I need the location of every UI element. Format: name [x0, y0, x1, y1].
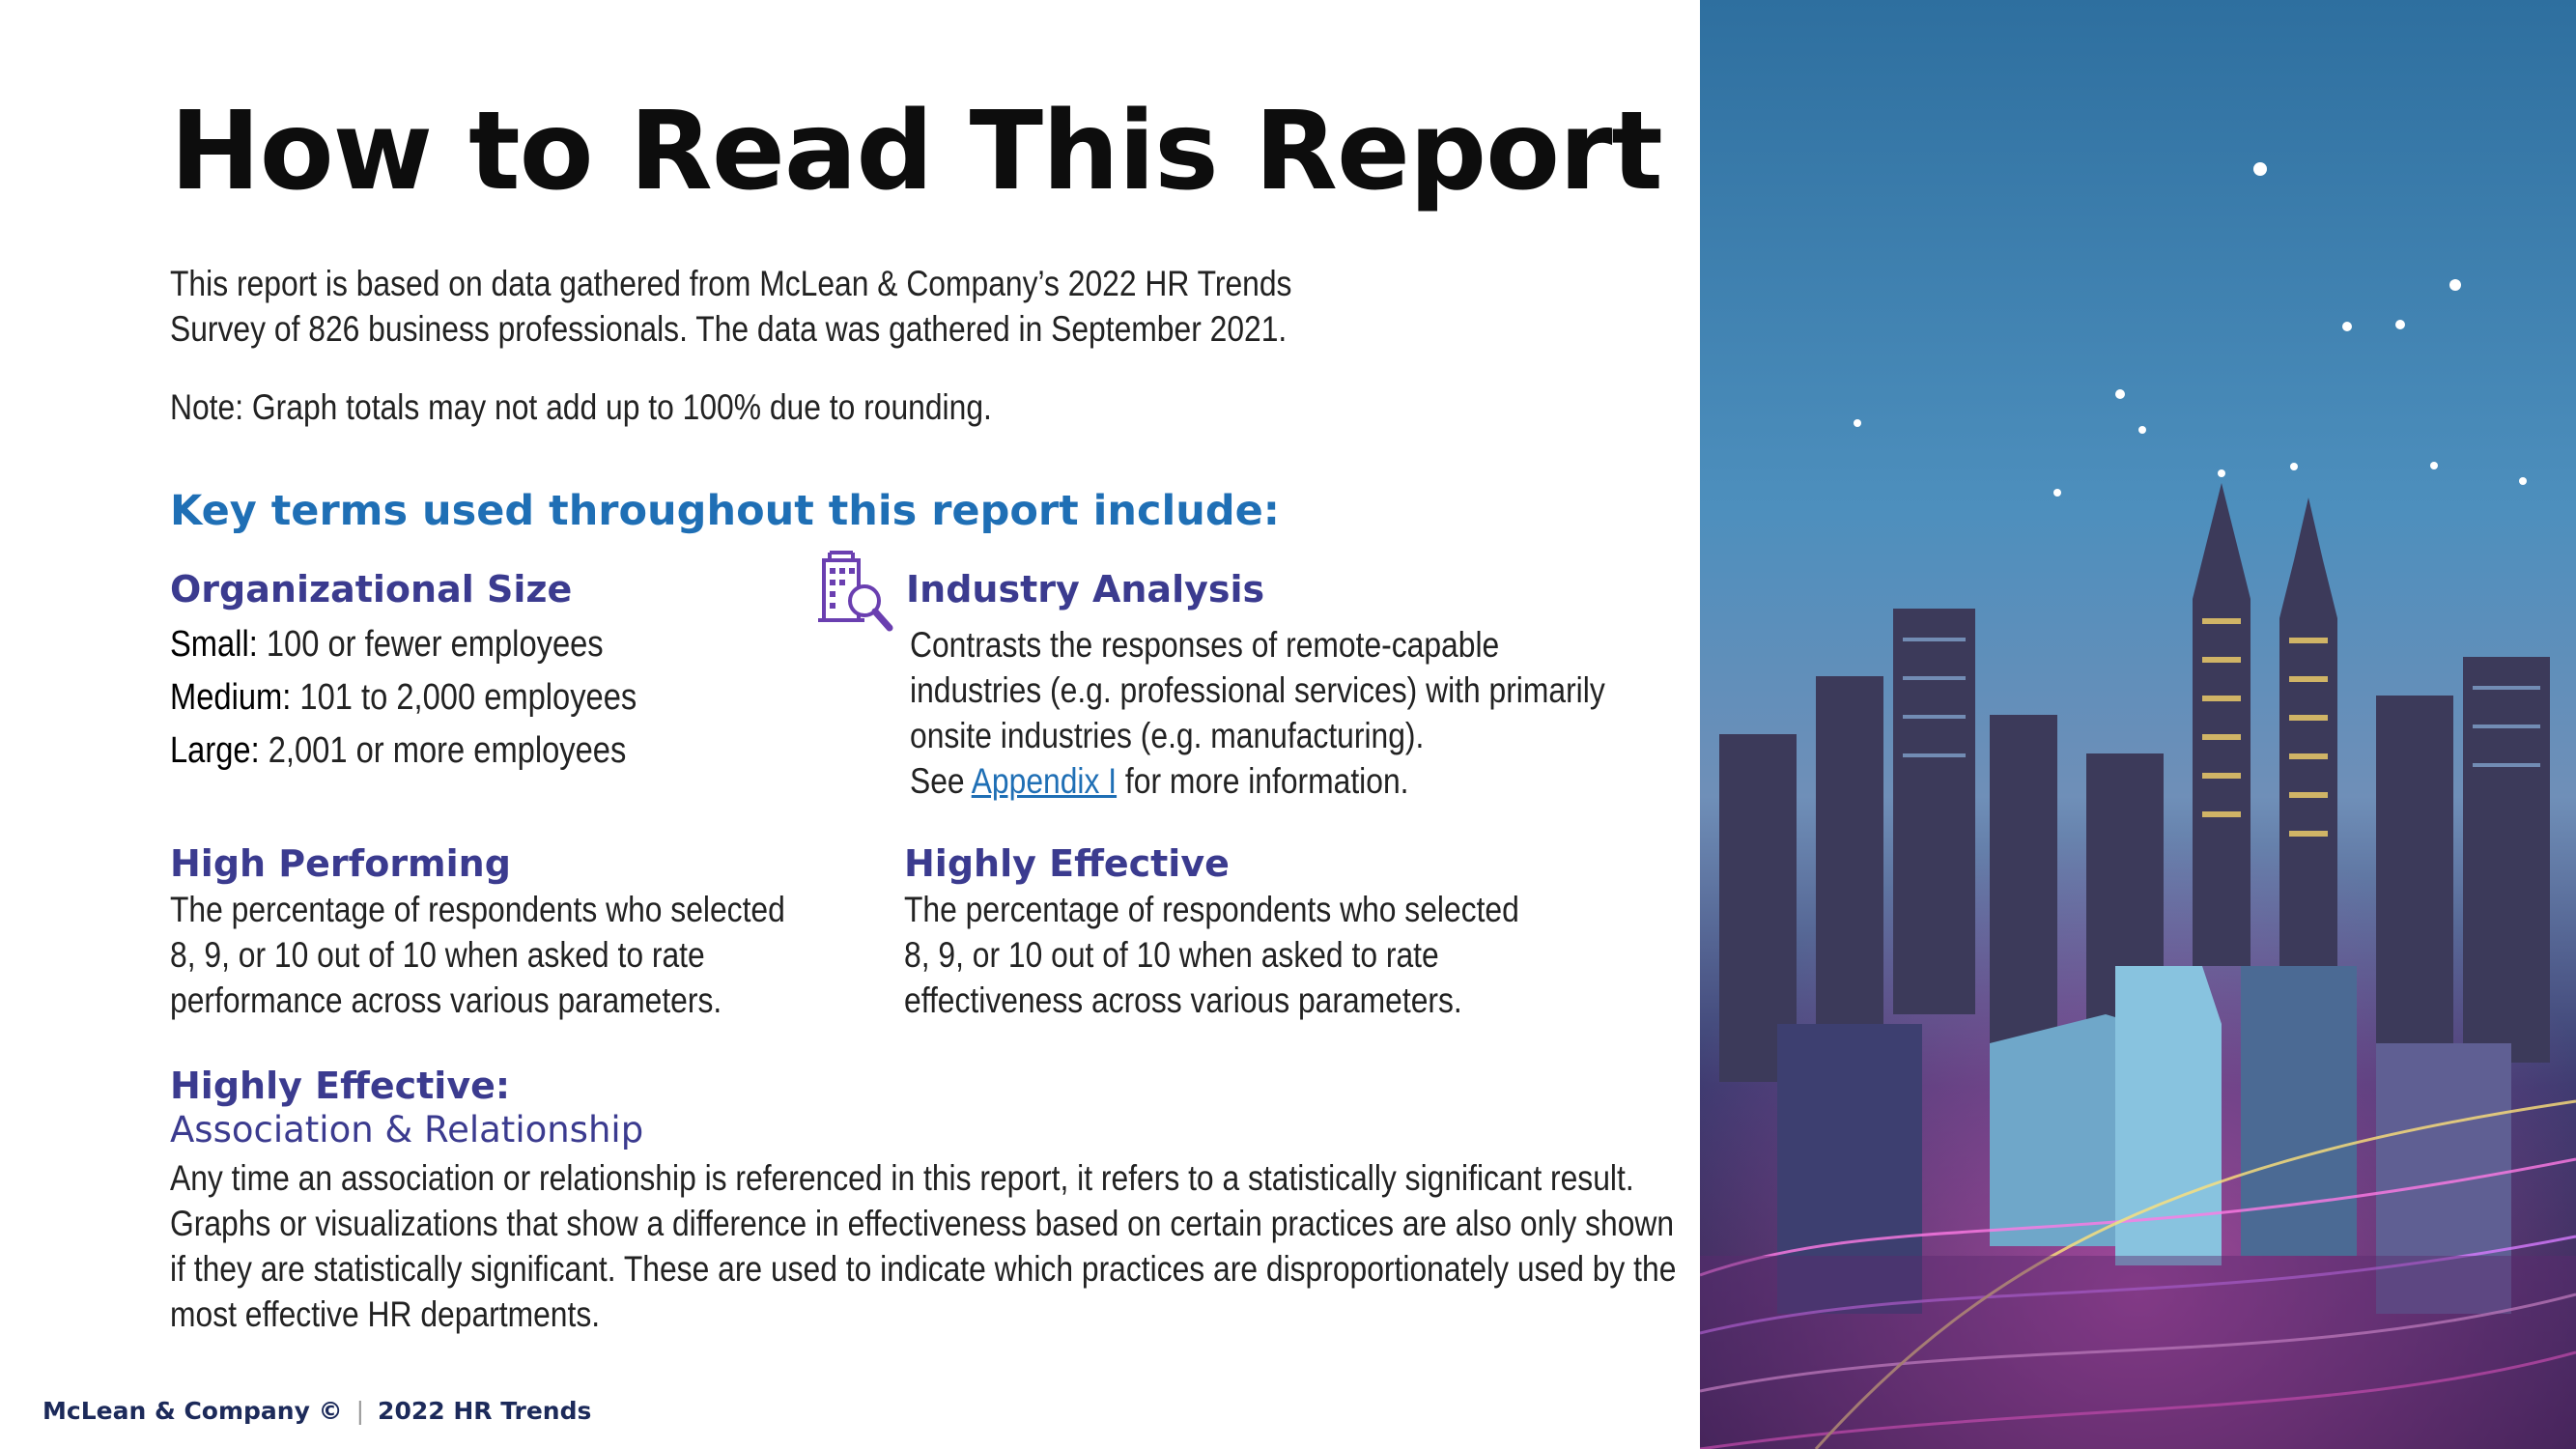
size-medium-desc: 101 to 2,000 employees	[291, 677, 637, 718]
size-large-term: Large:	[170, 730, 260, 771]
page-title: How to Read This Report	[170, 89, 1662, 214]
association-body: Any time an association or relationship is referenced in this report, it refers to a statistically significant result. Graphs or visualizations that show a difference in effectiveness based on certain practices are also only shown if they are statistically significant. These are used to indicate which practices are disproportionately used by the most effective HR departments.	[170, 1158, 1677, 1334]
size-large	[170, 730, 626, 772]
highly-effective-body: The percentage of respondents who selected 8, 9, or 10 out of 10 when asked to rate effectiveness across various parameters.	[904, 890, 1519, 1020]
see-prefix: See	[910, 761, 972, 801]
high-performing-body: The percentage of respondents who selected 8, 9, or 10 out of 10 when asked to rate performance across various parameters.	[170, 890, 785, 1020]
high-performing-heading: High Performing	[170, 842, 511, 885]
city-skyline-image	[1700, 0, 2576, 1449]
size-medium-term: Medium:	[170, 677, 292, 718]
association-heading: Highly Effective:	[170, 1065, 511, 1107]
key-terms-heading: Key terms used throughout this report include:	[170, 487, 1280, 535]
see-suffix: for more information.	[1117, 761, 1409, 801]
highly-effective-heading: Highly Effective	[904, 842, 1230, 885]
footer	[42, 1397, 591, 1425]
industry-analysis-body	[910, 622, 1607, 804]
footer-company: McLean & Company ©	[42, 1397, 343, 1425]
org-size-heading: Organizational Size	[170, 568, 573, 611]
size-small-term: Small:	[170, 624, 258, 665]
footer-report: 2022 HR Trends	[378, 1397, 592, 1425]
industry-analysis-heading: Industry Analysis	[906, 568, 1265, 611]
size-small	[170, 624, 604, 666]
size-medium	[170, 677, 637, 719]
rounding-note: Note: Graph totals may not add up to 100% due to rounding.	[170, 387, 992, 427]
size-small-desc: 100 or fewer employees	[257, 624, 604, 665]
footer-separator: |	[355, 1397, 365, 1425]
association-subheading: Association & Relationship	[170, 1109, 644, 1151]
building-magnifier-icon	[816, 551, 893, 634]
intro-paragraph: This report is based on data gathered from McLean & Company’s 2022 HR Trends Survey of 826 business professionals. The data was gathered in September 2021.	[170, 264, 1292, 349]
size-large-desc: 2,001 or more employees	[259, 730, 627, 771]
appendix-link[interactable]: Appendix I	[971, 761, 1118, 801]
industry-analysis-text: Contrasts the responses of remote-capable industries (e.g. professional services) with primarily onsite industries (e.g. manufacturing).	[910, 625, 1605, 755]
